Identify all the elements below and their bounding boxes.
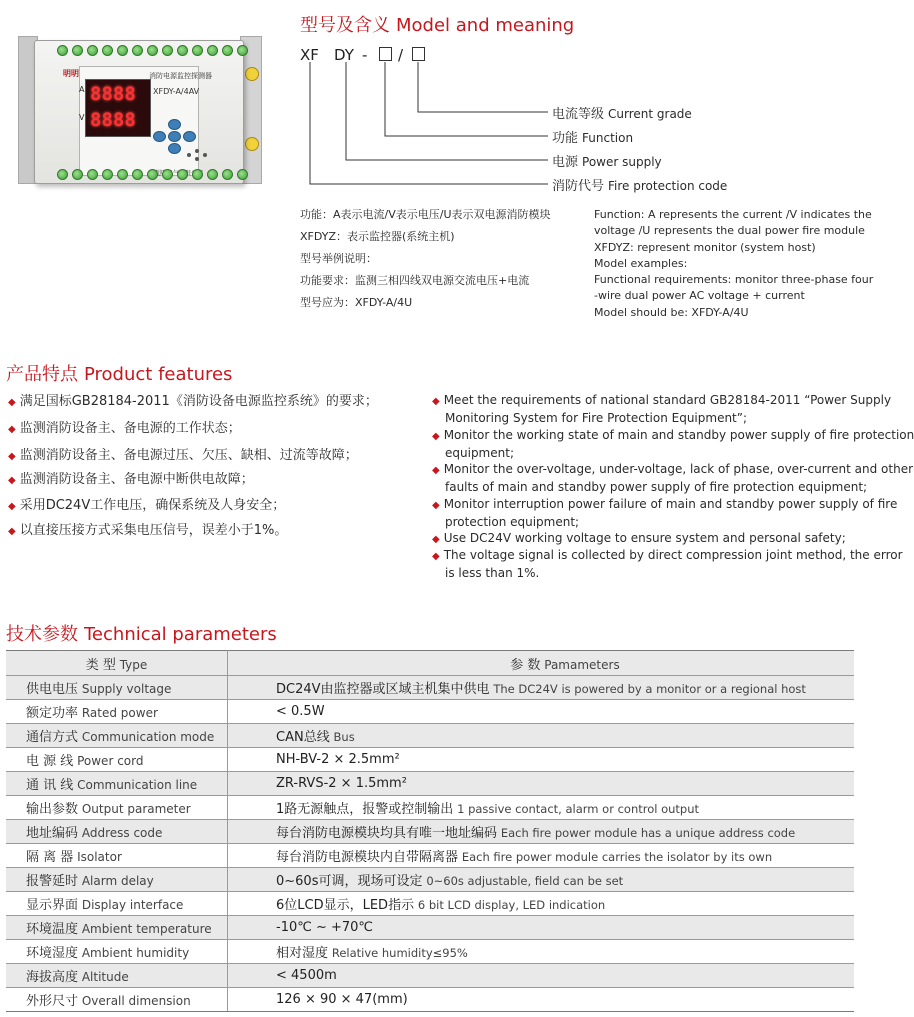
feature-zh-item: ◆ 满足国标GB28184-2011《消防设备电源监控系统》的要求； [8,394,378,409]
model-leader-lines [300,60,560,190]
display-label-a: A [79,85,85,94]
code-xf: XF [300,46,319,64]
feature-zh-item: ◆ 监测消防设备主、备电源的工作状态； [8,421,241,436]
table-row: 地址编码 Address code 每台消防电源模块均具有唯一地址编码 Each fire power module has a unique address code [6,820,854,844]
table-header-row [6,651,854,676]
device-model: XFDY-A/4AV [153,87,200,96]
feature-zh-item: ◆ 以直接压接方式采集电压信号，误差小于1%。 [8,523,288,538]
keypad [153,119,195,165]
terminal-row-bottom [57,169,248,180]
code-box-function [379,47,392,61]
table-row: 通 讯 线 Communication line ZR-RVS-2 × 1.5mm² [6,772,854,796]
code-dy: DY [334,46,354,64]
product-image [18,26,263,191]
table-row: 输出参数 Output parameter 1路无源触点，报警或控制输出 1 passive contact, alarm or control output [6,796,854,820]
table-row: 显示界面 Display interface 6位LCD显示，LED指示 6 bit LCD display, LED indication [6,892,854,916]
feature-zh-item: ◆ 采用DC24V工作电压，确保系统及人身安全； [8,498,286,513]
feature-en-item: ◆ The voltage signal is collected by direct compression joint method, the error is less than 1%. [432,548,903,580]
feature-zh-item: ◆ 监测消防设备主、备电源中断供电故障； [8,472,254,487]
device-body [34,40,244,184]
terminal-row-top [57,45,248,56]
model-notes-en: Function: A represents the current /V indicates the voltage /U represents the dual power fire module XFDYZ: represent monitor (system host) Model examples: Functional requirements: monitor three-phase four -wire dual power AC voltage + current Model should be: XFDY-A/4U [594,208,874,319]
table-row: 通信方式 Communication mode CAN总线 Bus [6,724,854,748]
header-parameters: 参 数 Pamameters [228,651,855,676]
label-fire-code: 消防代号 Fire protection code [552,179,728,194]
feature-en-item: ◆ Meet the requirements of national standard GB28184-2011 “Power Supply Monitoring System for Fire Protection Equipment”; [432,393,892,425]
label-power-supply: 电源 Power supply [552,155,662,170]
led-display [85,79,151,137]
table-row: 供电电压 Supply voltage DC24V由监控器或区域主机集中供电 The DC24V is powered by a monitor or a regional host [6,676,854,700]
features-title: 产品特点 Product features [6,364,233,385]
device-title: 消防电源监控探测器 [149,72,212,80]
table-row: 海拔高度 Altitude < 4500m [6,964,854,988]
model-notes-zh: 功能：A表示电流/V表示电压/U表示双电源消防模块 XFDYZ：表示监控器(系统主机) 型号举例说明： 功能要求：监测三相四线双电源交流电压+电流 型号应为：XFDY-A/4U [300,208,551,309]
technical-title: 技术参数 Technical parameters [6,624,277,645]
header-type: 类 型 Type [6,651,228,676]
display-bottom-digits: 8888 [90,109,136,131]
code-box-current [412,47,425,61]
technical-parameters-table [6,650,854,1012]
table-row: 隔 离 器 Isolator 每台消防电源模块内自带隔离器 Each fire power module carries the isolator by its own [6,844,854,868]
table-row: 环境湿度 Ambient humidity 相对湿度 Relative humidity≤95% [6,940,854,964]
code-dash: - [362,46,368,64]
code-slash: / [398,46,404,64]
key-up-icon [168,119,181,130]
feature-en-item: ◆ Monitor the over-voltage, under-voltage, lack of phase, over-current and other faults of main and standby power supply of fire protection equipment; [432,462,914,494]
display-label-v: V [79,113,85,122]
feature-zh-item: ◆ 监测消防设备主、备电源过压、欠压、缺相、过流等故障； [8,448,358,463]
feature-en-item: ◆ Monitor interruption power failure of main and standby power supply of fire protection equipment; [432,497,898,529]
display-top-digits: 8888 [90,83,136,105]
feature-en-item: ◆ Use DC24V working voltage to ensure system and personal safety; [432,531,846,545]
key-left-icon [153,131,166,142]
label-function: 功能 Function [552,131,634,146]
label-current-grade: 电流等级 Current grade [552,107,692,122]
key-center-icon [168,131,181,142]
feature-en-item: ◆ Monitor the working state of main and standby power supply of fire protection equipment; [432,428,914,460]
key-right-icon [183,131,196,142]
key-down-icon [168,143,181,154]
table-row: 额定功率 Rated power < 0.5W [6,700,854,724]
table-row: 电 源 线 Power cord NH-BV-2 × 2.5mm² [6,748,854,772]
table-row: 报警延时 Alarm delay 0~60s可调，现场可设定 0~60s adjustable, field can be set [6,868,854,892]
device-brand-logo: 明明 [63,69,79,78]
table-row: 外形尺寸 Overall dimension 126 × 90 × 47(mm) [6,988,854,1012]
table-row: 环境温度 Ambient temperature -10℃ ~ +70℃ [6,916,854,940]
model-meaning-title: 型号及含义 Model and meaning [300,15,575,36]
